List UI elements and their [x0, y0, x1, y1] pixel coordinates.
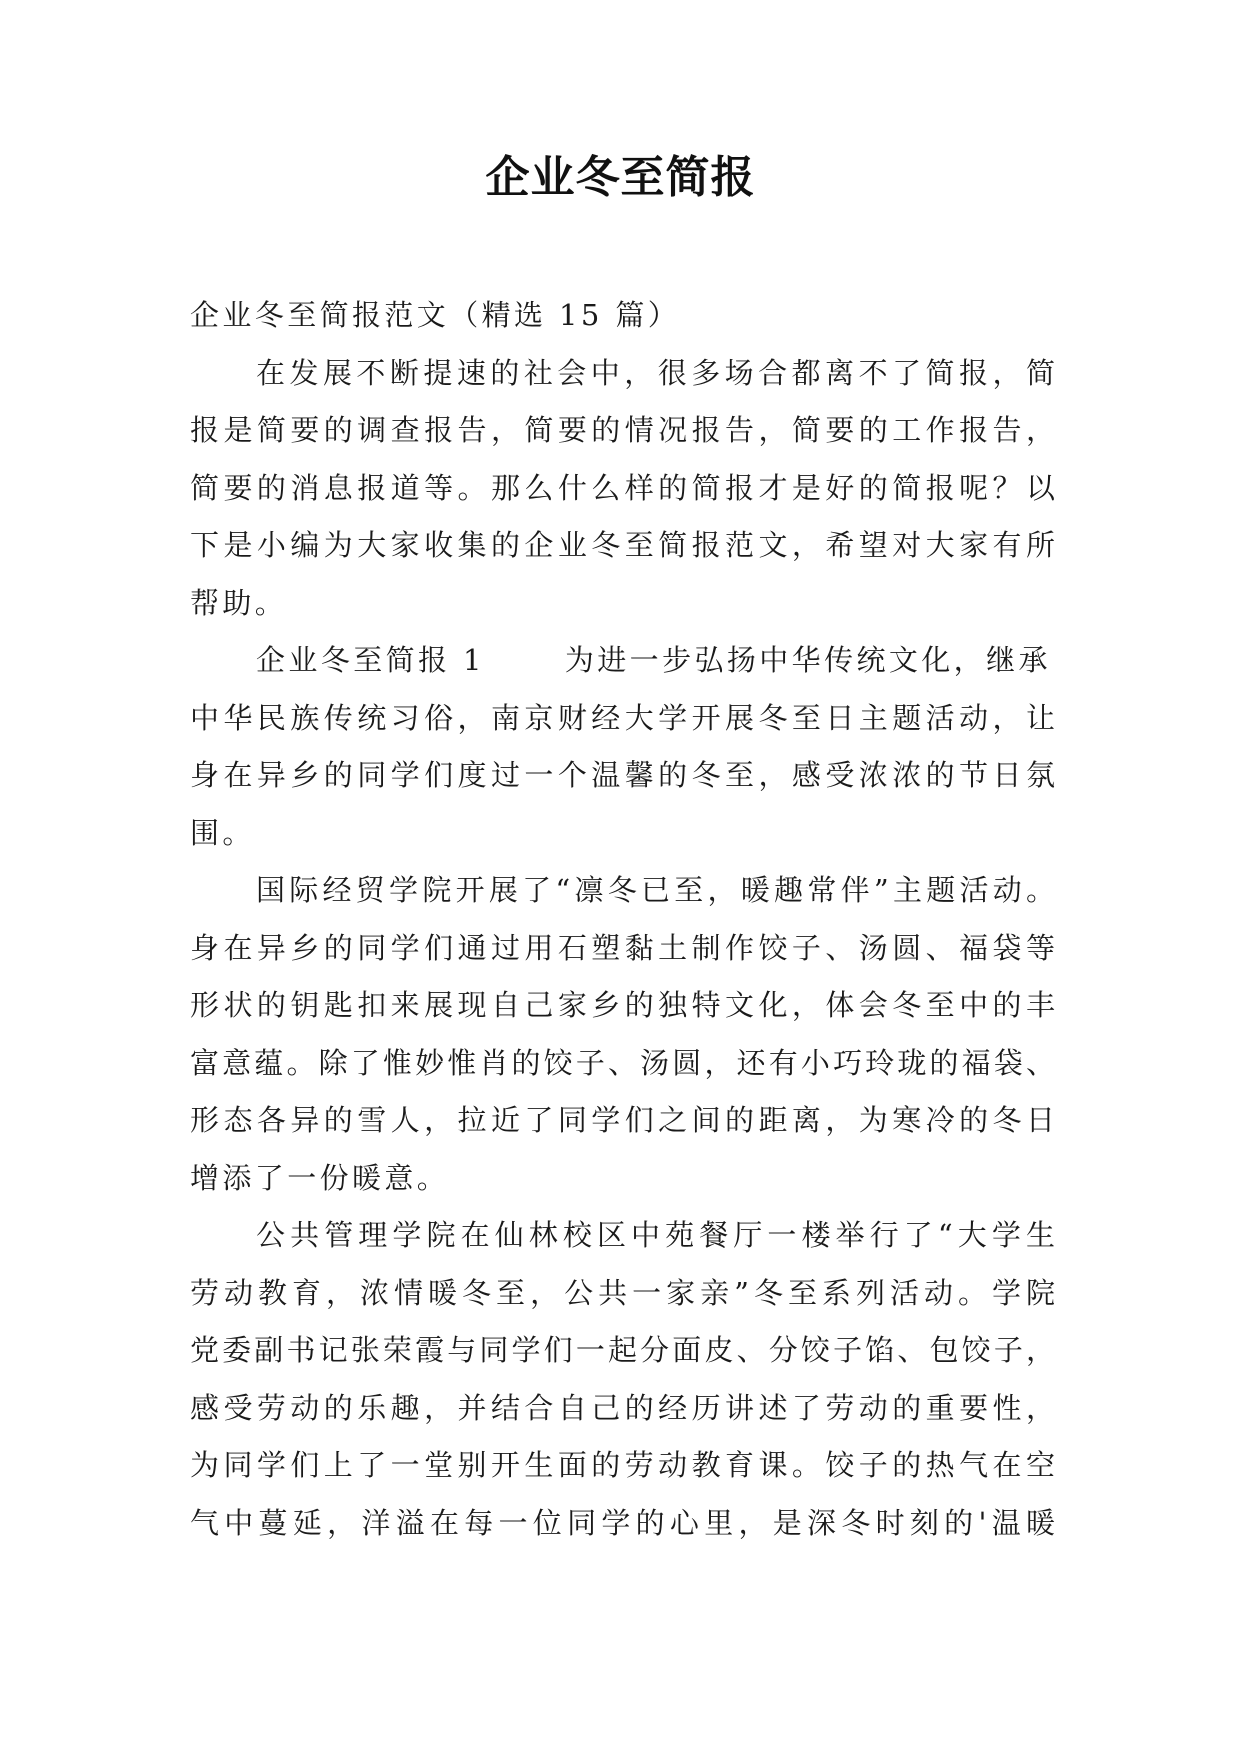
paragraph-line: 下是小编为大家收集的企业冬至简报范文，希望对大家有所 [190, 528, 1055, 562]
paragraph-line: 身在异乡的同学们通过用石塑黏土制作饺子、汤圆、福袋等 [190, 930, 1055, 965]
paragraph-line: 富意蕴。除了惟妙惟肖的饺子、汤圆，还有小巧玲珑的福袋、 [190, 1045, 1055, 1080]
paragraph-line: 党委副书记张荣霞与同学们一起分面皮、分饺子馅、包饺子， [190, 1333, 1055, 1367]
section-1 [190, 632, 1055, 862]
paragraph-line: 气中蔓延，洋溢在每一位同学的心里，是深冬时刻的'温暖 [190, 1505, 1055, 1540]
document-title: 企业冬至简报 [485, 152, 756, 203]
paragraph-line: 劳动教育，浓情暖冬至，公共一家亲”冬至系列活动。学院 [190, 1275, 1055, 1310]
paragraph-line: 报是简要的调查报告，简要的情况报告，简要的工作报告， [190, 413, 1055, 447]
paragraph-line: 公共管理学院在仙林校区中苑餐厅一楼举行了“大学生 [256, 1218, 1055, 1252]
paragraph-2 [190, 862, 1055, 1207]
paragraph-line: 国际经贸学院开展了“凛冬已至，暖趣常伴”主题活动。 [256, 873, 1055, 907]
document-subtitle: 企业冬至简报范文（精选 15 篇） [190, 298, 681, 332]
paragraph-line: 身在异乡的同学们度过一个温馨的冬至，感受浓浓的节日氛 [190, 758, 1055, 792]
section-first-line [190, 632, 1055, 690]
paragraph-line: 为同学们上了一堂别开生面的劳动教育课。饺子的热气在空 [190, 1448, 1055, 1482]
paragraph-line: 在发展不断提速的社会中，很多场合都离不了简报，简 [256, 355, 1055, 390]
paragraph-line: 简要的消息报道等。那么什么样的简报才是好的简报呢？以 [190, 470, 1055, 505]
section-heading: 企业冬至简报 1 [256, 643, 485, 677]
paragraph-line: 增添了一份暖意。 [190, 1160, 450, 1195]
paragraph-line: 围。 [190, 815, 255, 850]
paragraph-line: 中华民族传统习俗，南京财经大学开展冬至日主题活动，让 [190, 700, 1055, 735]
intro-paragraph [190, 345, 1055, 633]
paragraph-line: 感受劳动的乐趣，并结合自己的经历讲述了劳动的重要性， [190, 1390, 1055, 1425]
paragraph-line: 形状的钥匙扣来展现自己家乡的独特文化，体会冬至中的丰 [190, 988, 1055, 1022]
paragraph-line: 为进一步弘扬中华传统文化，继承 [564, 643, 1051, 677]
paragraph-line: 形态各异的雪人，拉近了同学们之间的距离，为寒冷的冬日 [190, 1103, 1055, 1137]
paragraph-3 [190, 1207, 1055, 1552]
document-body [190, 287, 1055, 1552]
paragraph-line: 帮助。 [190, 585, 288, 620]
